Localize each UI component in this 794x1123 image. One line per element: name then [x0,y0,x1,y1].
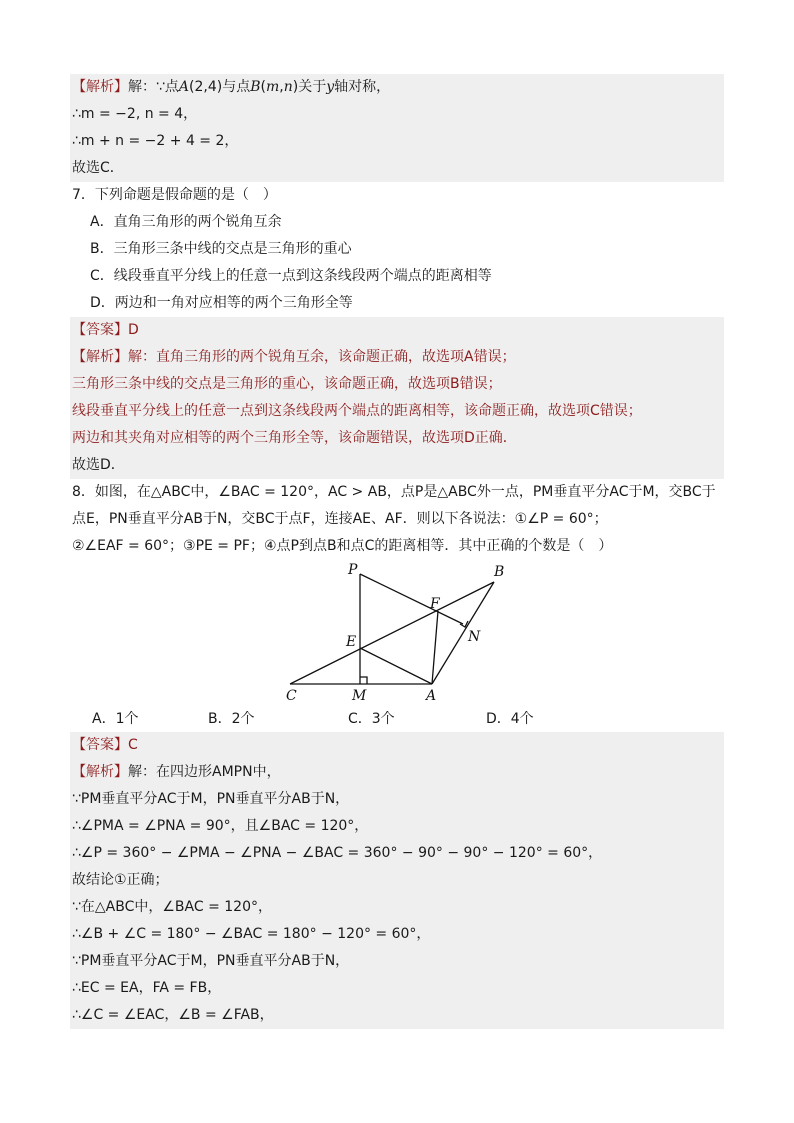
analysis-line: ∴∠B + ∠C = 180° − ∠BAC = 180° − 120° = 60°， [72,926,431,942]
analysis-line: 【解析】解：∵点A(2,4)与点B(m,n)关于y轴对称， [72,79,391,95]
analysis-line: ∴∠C = ∠EAC，∠B = ∠FAB， [72,1007,274,1023]
option-b: B．2个 [208,711,255,727]
q6-analysis-block [70,74,724,182]
analysis-line: 故结论①正确； [72,872,169,888]
analysis-line: ∴∠PMA = ∠PNA = 90°，且∠BAC = 120°， [72,818,369,834]
analysis-line: 三角形三条中线的交点是三角形的重心，该命题正确，故选项B错误； [72,376,502,392]
q8-answer-block [70,732,724,1029]
label-n: N [468,629,481,645]
label-a: A [426,688,437,704]
right-angle-mark-m [360,677,367,684]
analysis-line: ∴m = −2, n = 4， [72,106,198,122]
question-stem-line: ②∠EAF = 60°；③PE = PF；④点P到点B和点C的距离相等．其中正确的个数是（ ） [72,538,613,554]
analysis-line: ∴m + n = −2 + 4 = 2， [72,133,239,149]
analysis-line: 线段垂直平分线上的任意一点到这条线段两个端点的距离相等，该命题正确，故选项C错误； [72,403,642,419]
option-d: D．两边和一角对应相等的两个三角形全等 [90,295,353,311]
option-c: C．3个 [348,711,395,727]
answer-label: 【答案】C [72,737,138,753]
triangle-diagram [280,560,520,706]
label-f: F [430,596,440,612]
analysis-line: ∵在△ABC中，∠BAC = 120°， [72,899,272,915]
label-c: C [286,688,297,704]
question-stem-line: 点E，PN垂直平分AB于N，交BC于点F，连接AE、AF．则以下各说法：①∠P = 60°； [72,511,608,527]
option-b: B．三角形三条中线的交点是三角形的重心 [90,241,352,257]
choices-row [70,706,724,732]
analysis-line: ∴∠P = 360° − ∠PMA − ∠PNA − ∠BAC = 360° − 90° − 90° − 120° = 60°， [72,845,603,861]
option-d: D．4个 [486,711,534,727]
option-a: A．直角三角形的两个锐角互余 [90,214,282,230]
document-page [70,74,724,1029]
question-stem-line: 8．如图，在△ABC中，∠BAC = 120°，AC > AB，点P是△ABC外一点，PM垂直平分AC于M，交BC于 [72,484,716,500]
segment-ae [360,648,432,684]
label-p: P [348,562,358,578]
q7-answer-block [70,317,724,479]
option-c: C．线段垂直平分线上的任意一点到这条线段两个端点的距离相等 [90,268,492,284]
question-stem: 7．下列命题是假命题的是（ ） [72,187,277,203]
analysis-line: 两边和其夹角对应相等的两个三角形全等，该命题错误，故选项D正确． [72,430,517,446]
label-b: B [494,564,505,580]
analysis-line: 【解析】解：直角三角形的两个锐角互余，该命题正确，故选项A错误； [72,349,516,365]
geometry-figure [70,560,724,706]
analysis-line: ∴EC = EA，FA = FB， [72,980,222,996]
analysis-line: 【解析】解：在四边形AMPN中， [72,764,281,780]
segment-pn [360,574,463,624]
segment-af [432,611,438,684]
analysis-line: ∵PM垂直平分AC于M，PN垂直平分AB于N， [72,953,350,969]
analysis-line: 故选C． [72,160,124,176]
label-m: M [352,688,367,704]
option-a: A．1个 [92,711,139,727]
analysis-line: ∵PM垂直平分AC于M，PN垂直平分AB于N， [72,791,350,807]
label-e: E [346,634,357,650]
answer-label: 【答案】D [72,322,139,338]
analysis-conclusion: 故选D． [72,457,125,473]
